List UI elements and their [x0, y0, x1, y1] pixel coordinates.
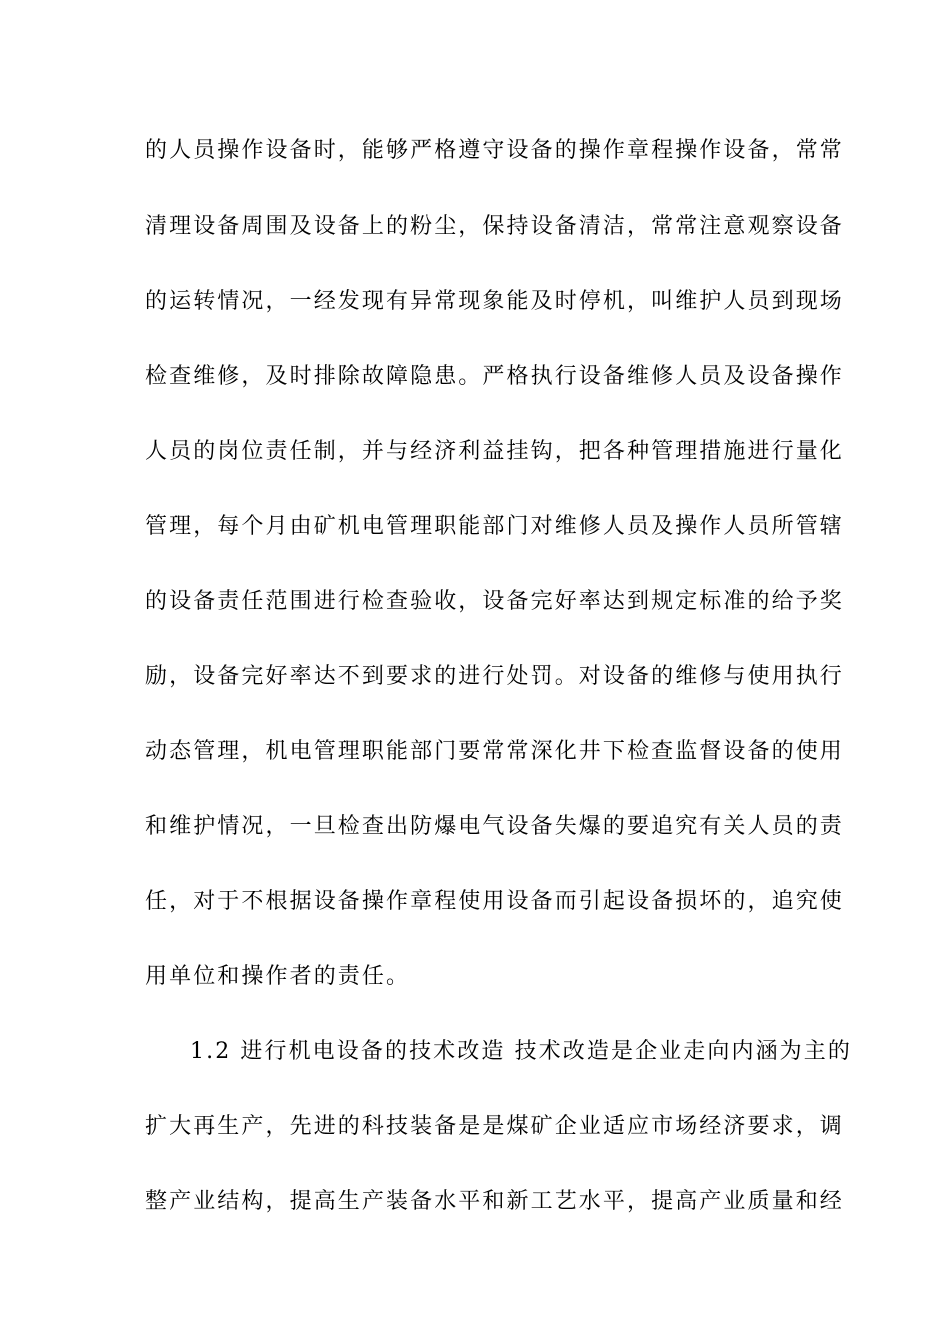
paragraph-1-line-11: 任，对于不根据设备操作章程使用设备而引起设备损坏的，追究使 [145, 889, 844, 914]
paragraph-1-line-5: 人员的岗位责任制，并与经济利益挂钩，把各种管理措施进行量化 [145, 439, 844, 464]
paragraph-2-line-1: 1.2 进行机电设备的技术改造 技术改造是企业走向内涵为主的 [190, 1039, 852, 1064]
paragraph-1-line-1: 的人员操作设备时，能够严格遵守设备的操作章程操作设备，常常 [145, 138, 844, 163]
paragraph-1-line-3: 的运转情况，一经发现有异常现象能及时停机，叫维护人员到现场 [145, 289, 844, 314]
paragraph-1-line-4: 检查维修，及时排除故障隐患。严格执行设备维修人员及设备操作 [145, 364, 844, 389]
paragraph-1-line-8: 励，设备完好率达不到要求的进行处罚。对设备的维修与使用执行 [145, 664, 844, 689]
paragraph-2-line-2: 扩大再生产，先进的科技装备是是煤矿企业适应市场经济要求，调 [145, 1114, 844, 1139]
paragraph-1-line-7: 的设备责任范围进行检查验收，设备完好率达到规定标准的给予奖 [145, 589, 844, 614]
paragraph-1-line-9: 动态管理，机电管理职能部门要常常深化井下检查监督设备的使用 [145, 739, 844, 764]
paragraph-1-line-2: 清理设备周围及设备上的粉尘，保持设备清洁，常常注意观察设备 [145, 214, 844, 239]
paragraph-1-line-10: 和维护情况，一旦检查出防爆电气设备失爆的要追究有关人员的责 [145, 814, 844, 839]
paragraph-1-line-6: 管理，每个月由矿机电管理职能部门对维修人员及操作人员所管辖 [145, 514, 844, 539]
paragraph-1-line-12: 用单位和操作者的责任。 [145, 964, 411, 989]
paragraph-2-line-3: 整产业结构，提高生产装备水平和新工艺水平，提高产业质量和经 [145, 1189, 844, 1214]
